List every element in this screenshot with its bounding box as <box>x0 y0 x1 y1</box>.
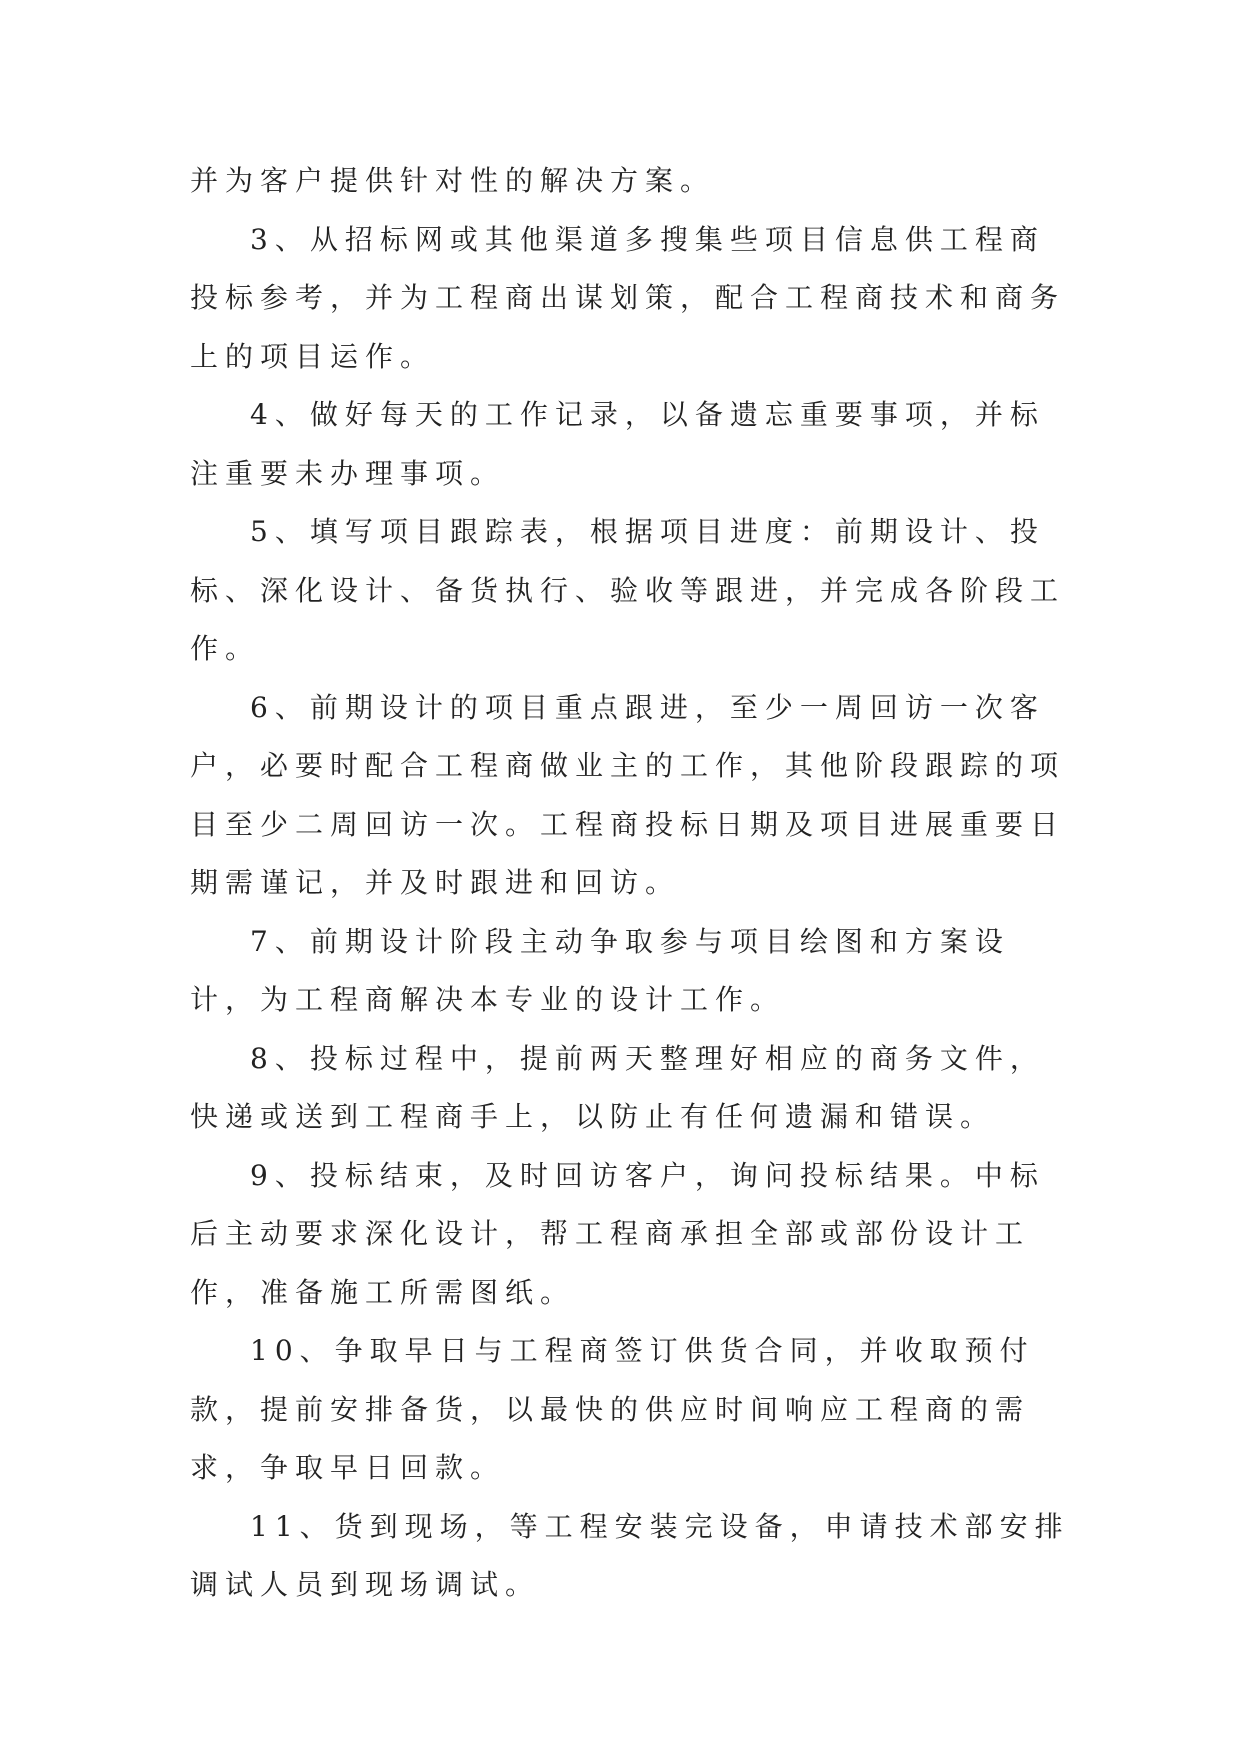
document-body <box>190 152 1070 1615</box>
paragraph-item-10: 10、争取早日与工程商签订供货合同，并收取预付款，提前安排备货，以最快的供应时间响应工程商的需求，争取早日回款。 <box>190 1334 1035 1484</box>
paragraph-item-3: 3、从招标网或其他渠道多搜集些项目信息供工程商投标参考，并为工程商出谋划策，配合工程商技术和商务上的项目运作。 <box>190 222 1066 373</box>
paragraph-item-9: 9、投标结束，及时回访客户，询问投标结果。中标后主动要求深化设计，帮工程商承担全部或部份设计工作，准备施工所需图纸。 <box>190 1158 1045 1309</box>
paragraph-item-11: 11、货到现场，等工程安装完设备，申请技术部安排调试人员到现场调试。 <box>190 1509 1070 1601</box>
paragraph-continuation: 并为客户提供针对性的解决方案。 <box>190 164 716 197</box>
paragraph-item-6: 6、前期设计的项目重点跟进，至少一周回访一次客户，必要时配合工程商做业主的工作，其他阶段跟踪的项目至少二周回访一次。工程商投标日期及项目进展重要日期需谨记，并及时跟进和回访。 <box>190 690 1066 899</box>
paragraph-item-8: 8、投标过程中，提前两天整理好相应的商务文件，快递或送到工程商手上，以防止有任何遗漏和错误。 <box>190 1041 1045 1133</box>
paragraph-item-7: 7、前期设计阶段主动争取参与项目绘图和方案设计，为工程商解决本专业的设计工作。 <box>190 924 1010 1016</box>
paragraph-item-4: 4、做好每天的工作记录，以备遗忘重要事项，并标注重要未办理事项。 <box>190 398 1045 490</box>
paragraph-item-5: 5、填写项目跟踪表，根据项目进度：前期设计、投标、深化设计、备货执行、验收等跟进，并完成各阶段工作。 <box>190 515 1066 665</box>
